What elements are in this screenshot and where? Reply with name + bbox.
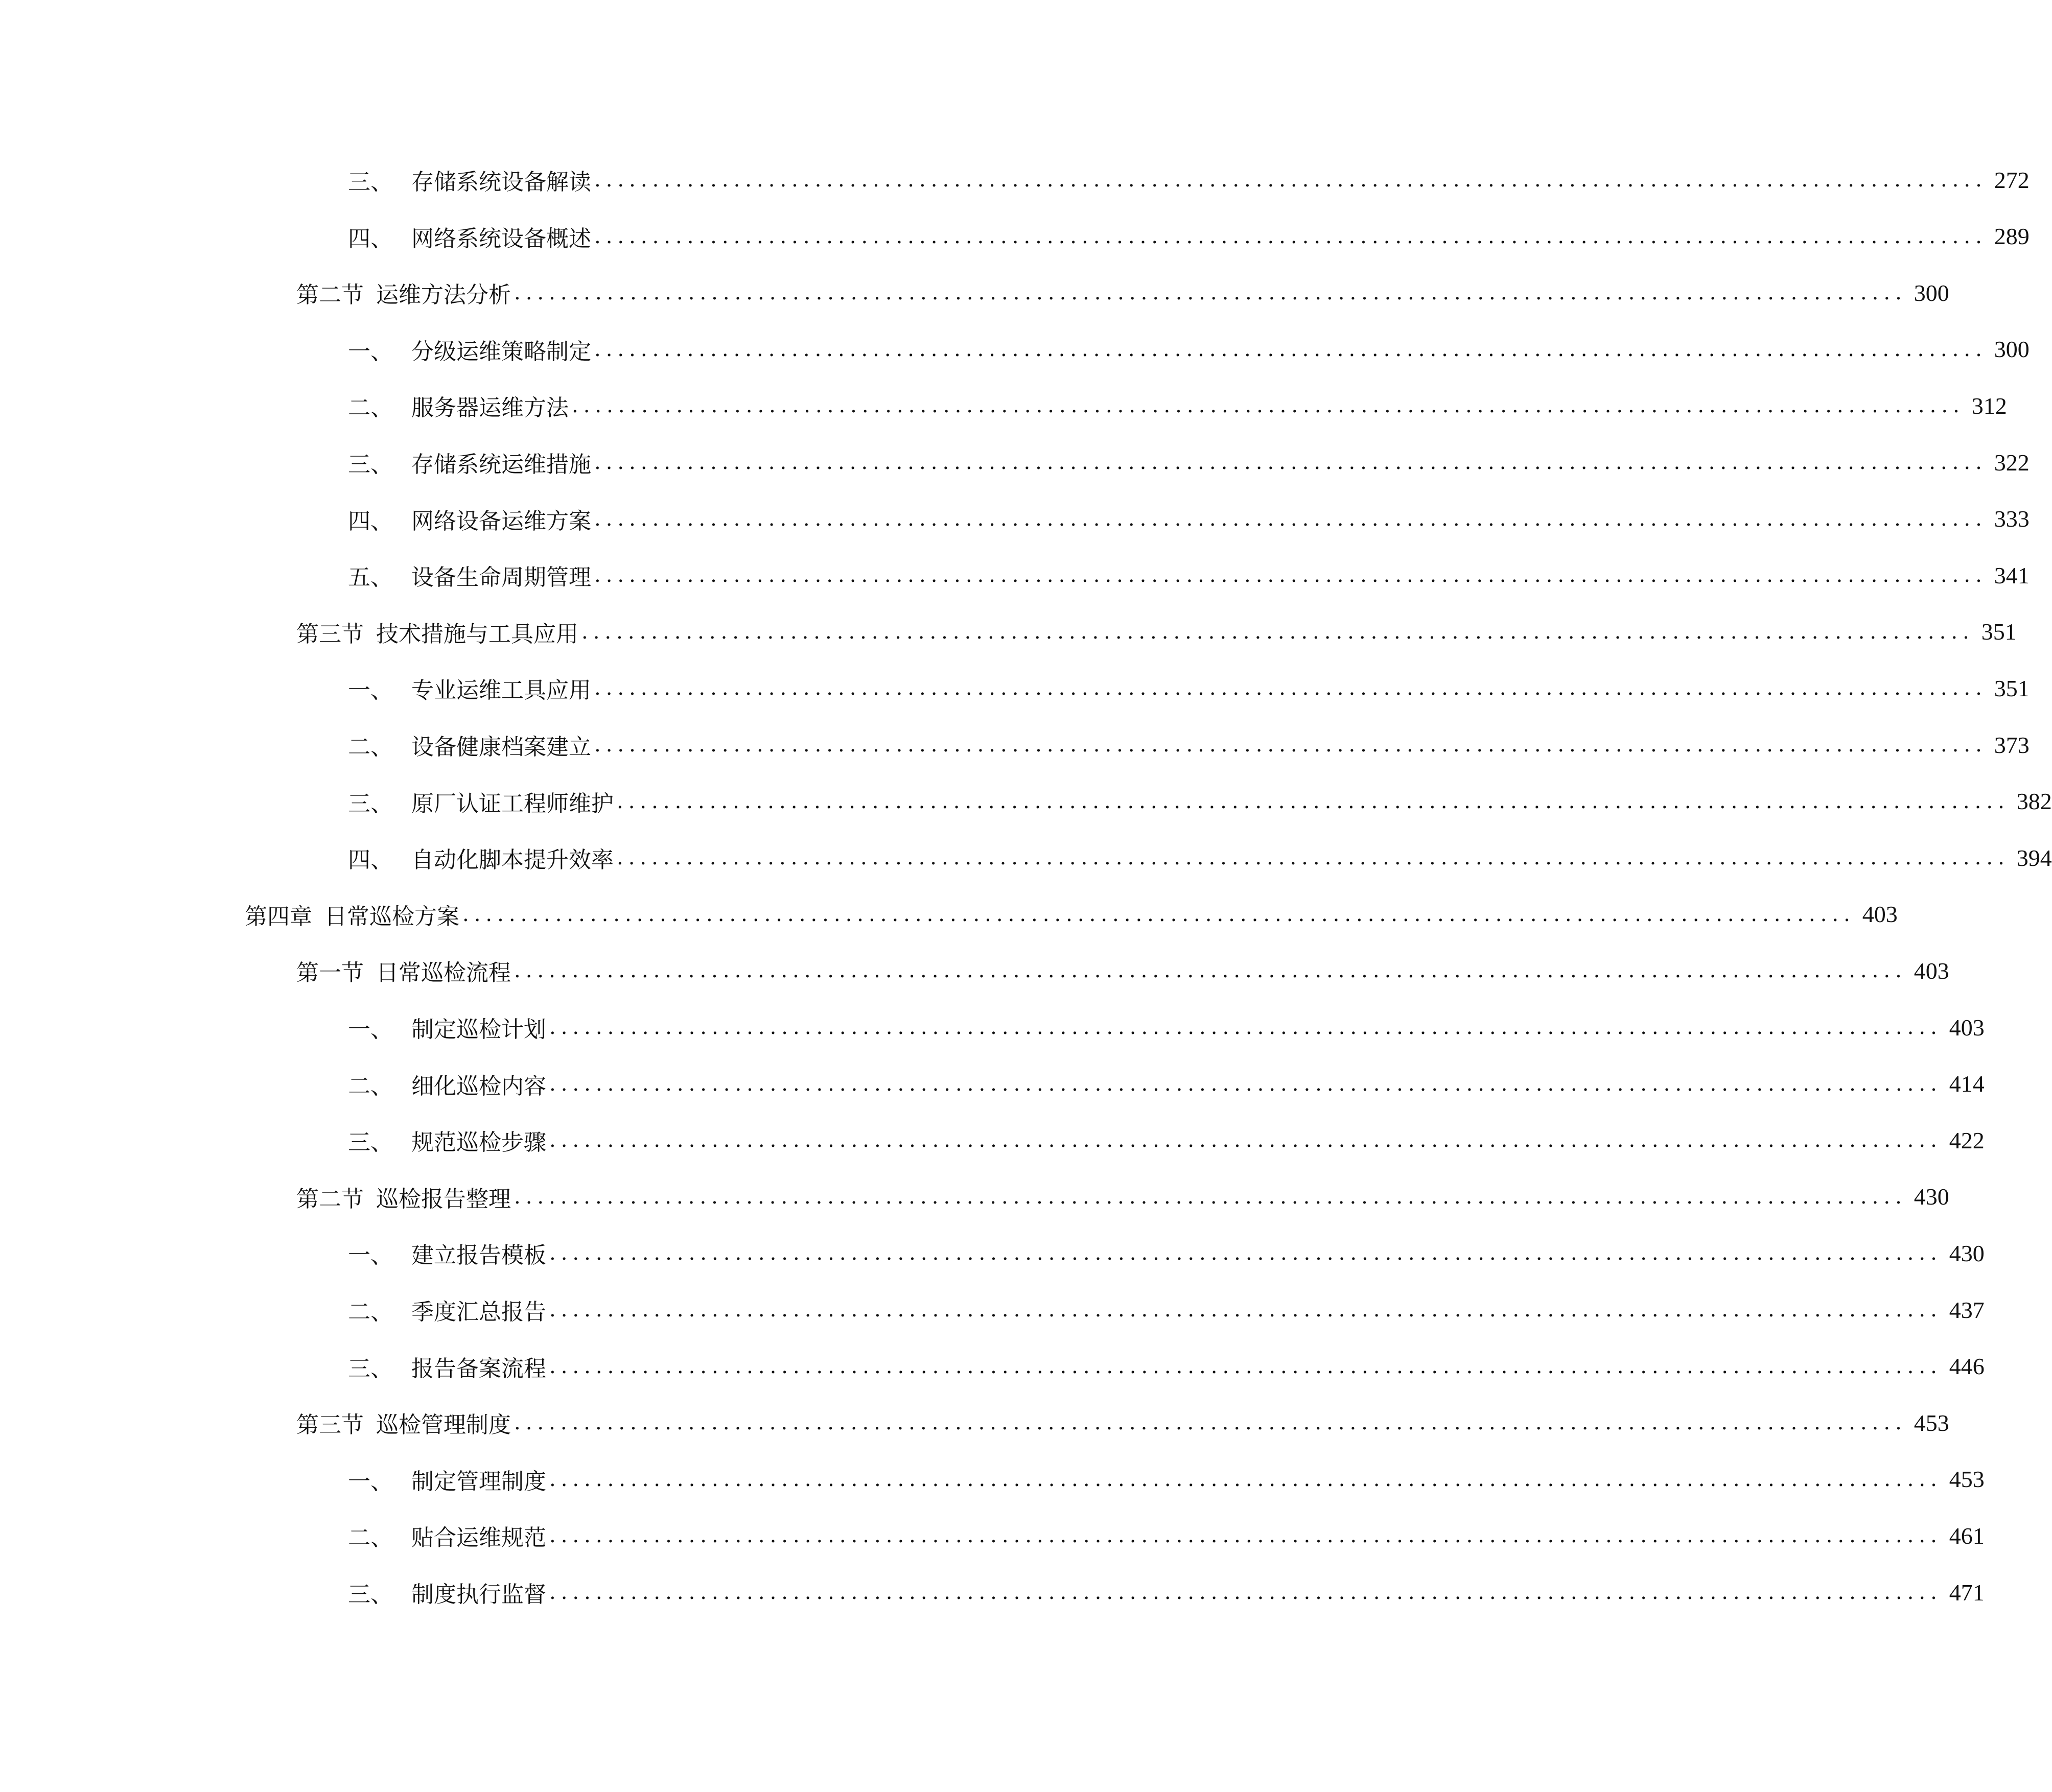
toc-entry-title: 服务器运维方法 (411, 395, 569, 421)
dot-leader: ........................................................................................................................ (549, 1016, 1942, 1039)
dot-leader: ........................................................................................................................ (594, 451, 1987, 474)
toc-entry-number: 二、 (348, 734, 393, 760)
toc-entry-number: 五、 (348, 564, 393, 591)
toc-entry-title: 技术措施与工具应用 (376, 621, 578, 647)
toc-entry-page: 394 (2016, 844, 2052, 871)
toc-entry-number: 第四章 (245, 903, 312, 930)
toc-entry[interactable] (0, 1120, 1985, 1161)
toc-entry-title: 建立报告模板 (411, 1242, 546, 1269)
toc-entry-page: 446 (1949, 1353, 1985, 1380)
toc-entry-page: 322 (1994, 449, 2030, 476)
toc-entry[interactable] (0, 385, 2007, 426)
toc-entry-number: 一、 (348, 1242, 393, 1269)
toc-entry[interactable] (0, 1007, 1985, 1048)
toc-entry[interactable] (0, 611, 2017, 652)
toc-entry-number: 二、 (348, 1525, 393, 1551)
toc-entry-title: 存储系统运维措施 (411, 452, 591, 478)
toc-entry-page: 461 (1949, 1522, 1985, 1549)
dot-leader: ........................................................................................................................ (549, 1072, 1942, 1096)
toc-entry-page: 333 (1994, 506, 2030, 532)
dot-leader: ........................................................................................................................ (514, 1185, 1907, 1209)
toc-entry-page: 312 (1971, 392, 2007, 419)
toc-entry-number: 一、 (348, 677, 393, 704)
toc-entry-title: 日常巡检流程 (376, 960, 511, 986)
toc-entry[interactable] (0, 1064, 1985, 1104)
toc-entry-title: 报告备案流程 (411, 1355, 546, 1382)
toc-entry-title: 自动化脚本提升效率 (411, 847, 614, 874)
toc-entry-number: 四、 (348, 847, 393, 874)
toc-entry[interactable] (0, 894, 1898, 935)
toc-entry[interactable] (0, 159, 2030, 200)
toc-entry-title: 运维方法分析 (376, 282, 511, 309)
dot-leader: ........................................................................................................................ (549, 1467, 1942, 1491)
dot-leader: ........................................................................................................................ (549, 1128, 1942, 1152)
toc-entry[interactable] (0, 329, 2030, 370)
toc-entry-number: 四、 (348, 508, 393, 534)
toc-entry-number: 三、 (348, 169, 393, 195)
toc-entry-title: 设备生命周期管理 (411, 564, 591, 591)
toc-entry-page: 373 (1994, 732, 2030, 758)
dot-leader: ........................................................................................................................ (617, 846, 2010, 870)
dot-leader: ........................................................................................................................ (594, 507, 1987, 531)
toc-entry-title: 设备健康档案建立 (411, 734, 591, 760)
toc-entry-number: 一、 (348, 338, 393, 365)
dot-leader: ........................................................................................................................ (581, 620, 1974, 644)
toc-entry-title: 日常巡检方案 (324, 903, 459, 930)
toc-entry[interactable] (0, 1459, 1985, 1500)
toc-entry-page: 453 (1949, 1466, 1985, 1493)
toc-entry[interactable] (0, 499, 2030, 539)
toc-entry[interactable] (0, 668, 2030, 709)
toc-entry-title: 规范巡检步骤 (411, 1129, 546, 1156)
toc-entry-page: 341 (1994, 562, 2030, 588)
toc-entry[interactable] (0, 950, 1949, 991)
toc-entry-number: 三、 (348, 452, 393, 478)
toc-entry-page: 351 (1981, 619, 2017, 645)
toc-entry-page: 300 (1994, 336, 2030, 363)
dot-leader: ........................................................................................................................ (549, 1581, 1942, 1604)
toc-entry[interactable] (0, 1176, 1949, 1217)
dot-leader: ........................................................................................................................ (594, 563, 1987, 587)
toc-entry-title: 季度汇总报告 (411, 1299, 546, 1325)
toc-entry-page: 453 (1914, 1409, 1949, 1436)
dot-leader: ........................................................................................................................ (514, 1411, 1907, 1435)
toc-entry-page: 430 (1949, 1240, 1985, 1266)
toc-entry[interactable] (0, 1572, 1985, 1613)
toc-entry-title: 巡检管理制度 (376, 1412, 511, 1439)
toc-entry[interactable] (0, 272, 1949, 313)
dot-leader: ........................................................................................................................ (514, 959, 1907, 983)
dot-leader: ........................................................................................................................ (594, 168, 1987, 192)
toc-entry-number: 二、 (348, 395, 393, 421)
toc-entry-number: 三、 (348, 1582, 393, 1608)
toc-entry-page: 414 (1949, 1071, 1985, 1097)
dot-leader: ........................................................................................................................ (549, 1298, 1942, 1322)
toc-entry-page: 403 (1949, 1014, 1985, 1041)
toc-entry-page: 437 (1949, 1296, 1985, 1323)
toc-entry[interactable] (0, 724, 2030, 765)
toc-entry-title: 制定巡检计划 (411, 1017, 546, 1043)
dot-leader: ........................................................................................................................ (594, 224, 1987, 248)
toc-entry[interactable] (0, 837, 2052, 878)
toc-entry[interactable] (0, 555, 2030, 596)
toc-entry-page: 351 (1994, 675, 2030, 701)
toc-entry-page: 403 (1914, 957, 1949, 984)
toc-entry-number: 一、 (348, 1468, 393, 1495)
toc-entry[interactable] (0, 1289, 1985, 1330)
dot-leader: ........................................................................................................................ (594, 676, 1987, 700)
dot-leader: ........................................................................................................................ (594, 733, 1987, 757)
toc-entry[interactable] (0, 216, 2030, 257)
toc-entry-page: 382 (2016, 788, 2052, 815)
toc-entry-title: 细化巡检内容 (411, 1073, 546, 1099)
toc-entry-title: 贴合运维规范 (411, 1525, 546, 1551)
dot-leader: ........................................................................................................................ (462, 902, 1855, 926)
toc-entry-number: 四、 (348, 225, 393, 252)
toc-entry-number: 三、 (348, 1355, 393, 1382)
toc-entry-number: 第一节 (296, 960, 364, 986)
toc-entry[interactable] (0, 1346, 1985, 1387)
toc-entry-number: 第二节 (296, 282, 364, 309)
toc-entry-number: 三、 (348, 790, 393, 817)
toc-entry[interactable] (0, 1233, 1985, 1274)
dot-leader: ........................................................................................................................ (549, 1524, 1942, 1548)
toc-entry-number: 第二节 (296, 1186, 364, 1212)
toc-entry-page: 422 (1949, 1127, 1985, 1153)
toc-entry-title: 网络设备运维方案 (411, 508, 591, 534)
toc-entry-number: 一、 (348, 1017, 393, 1043)
toc-entry[interactable] (0, 442, 2030, 483)
toc-entry-page: 430 (1914, 1184, 1949, 1210)
toc-entry-page: 403 (1862, 901, 1898, 928)
toc-entry-title: 原厂认证工程师维护 (411, 790, 614, 817)
dot-leader: ........................................................................................................................ (549, 1241, 1942, 1265)
toc-entry-title: 网络系统设备概述 (411, 225, 591, 252)
toc-entry-title: 专业运维工具应用 (411, 677, 591, 704)
toc-entry-number: 三、 (348, 1129, 393, 1156)
toc-entry-title: 分级运维策略制定 (411, 338, 591, 365)
toc-entry-page: 289 (1994, 223, 2030, 250)
dot-leader: ........................................................................................................................ (572, 394, 1965, 418)
toc-entry-page: 471 (1949, 1579, 1985, 1606)
dot-leader: ........................................................................................................................ (594, 337, 1987, 361)
toc-entry-number: 第三节 (296, 621, 364, 647)
toc-entry-title: 制度执行监督 (411, 1582, 546, 1608)
dot-leader: ........................................................................................................................ (514, 281, 1907, 305)
toc-entry-page: 300 (1914, 279, 1949, 306)
toc-entry-title: 制定管理制度 (411, 1468, 546, 1495)
toc-entry-title: 存储系统设备解读 (411, 169, 591, 195)
toc-entry[interactable] (0, 1515, 1985, 1556)
dot-leader: ........................................................................................................................ (549, 1354, 1942, 1378)
toc-entry-number: 二、 (348, 1299, 393, 1325)
toc-entry[interactable] (0, 781, 2052, 822)
toc-entry-title: 巡检报告整理 (376, 1186, 511, 1212)
toc-entry-number: 二、 (348, 1073, 393, 1099)
toc-entry-page: 272 (1994, 167, 2030, 193)
dot-leader: ........................................................................................................................ (617, 789, 2010, 813)
toc-entry[interactable] (0, 1402, 1949, 1443)
toc-entry-number: 第三节 (296, 1412, 364, 1439)
